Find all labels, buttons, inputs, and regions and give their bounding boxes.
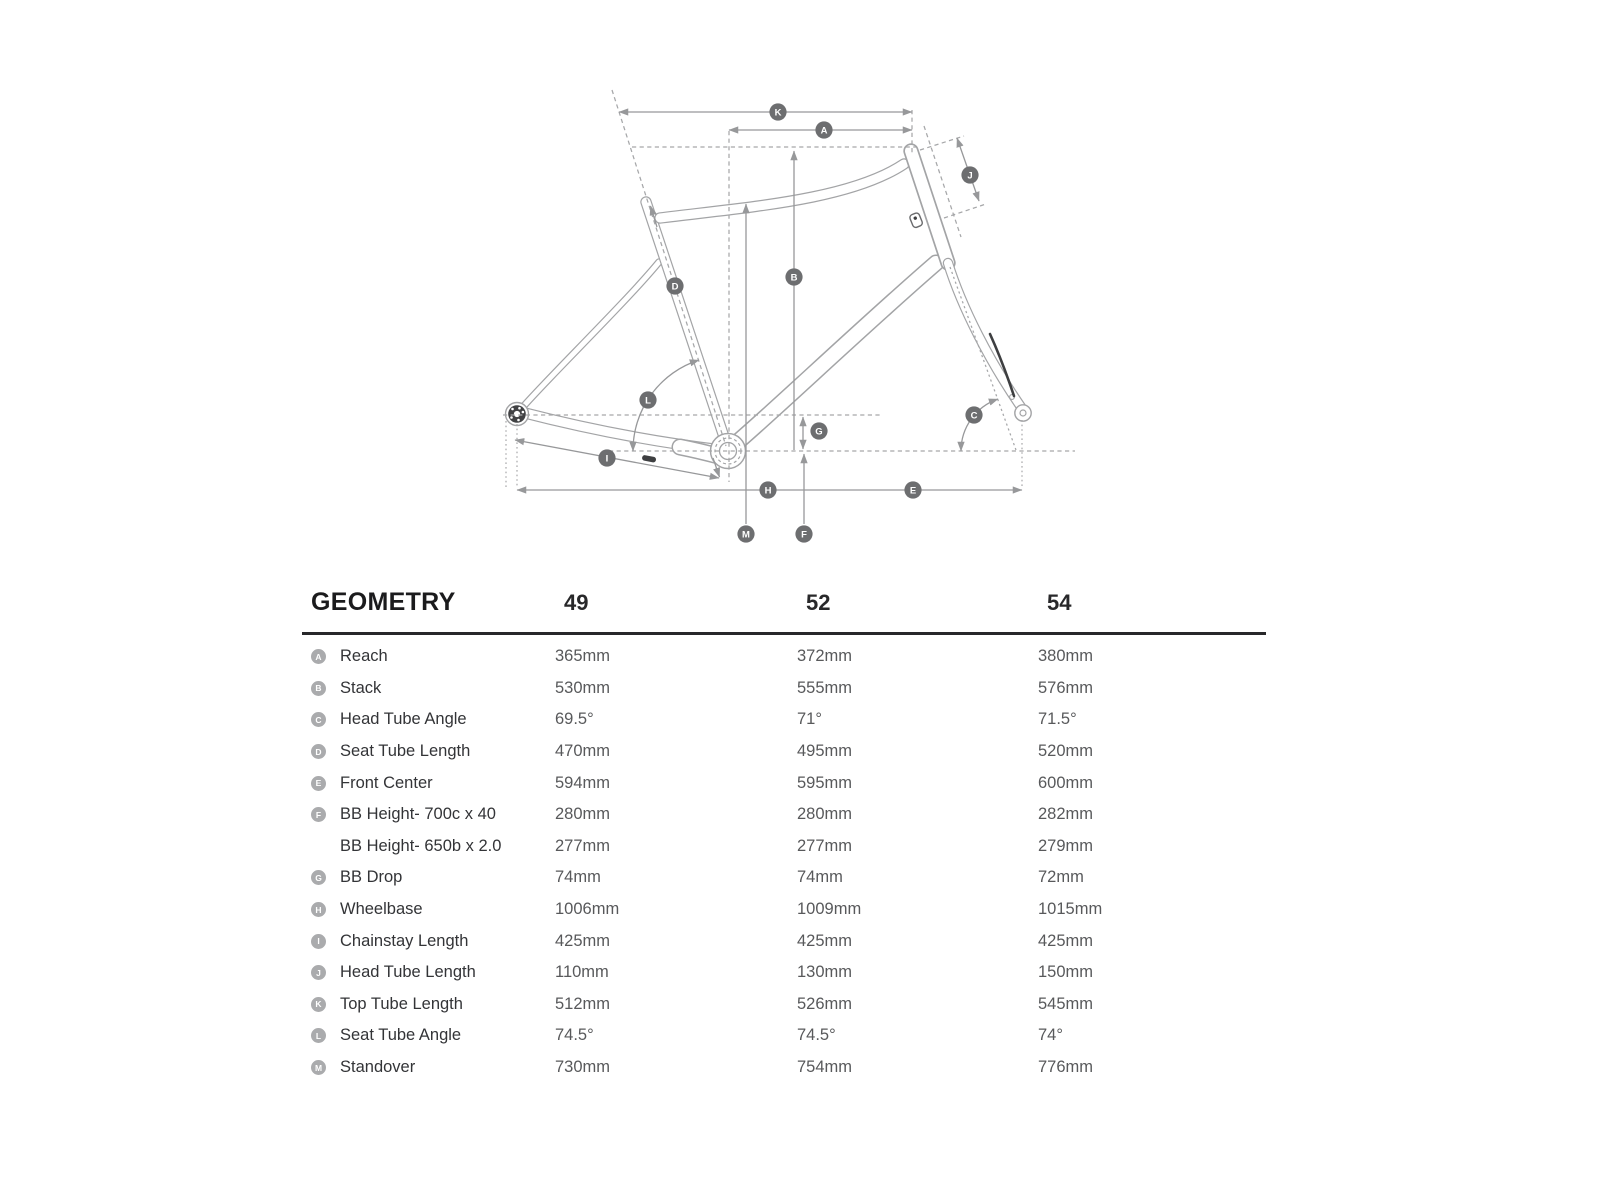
row-letter-badge: D — [311, 744, 326, 759]
dim-badge-H — [759, 481, 776, 498]
table-row-front-center — [302, 767, 1266, 799]
table-row-wheelbase — [302, 894, 1266, 926]
row-value-52: 277mm — [797, 836, 853, 855]
row-letter-badge: E — [311, 776, 326, 791]
svg-text:G: G — [815, 426, 823, 438]
svg-text:K: K — [774, 107, 782, 119]
table-row-chainstay-length — [302, 925, 1266, 957]
row-value-54: 71.5° — [1038, 710, 1077, 729]
row-letter-badge: C — [311, 712, 326, 727]
row-letter-badge: F — [311, 807, 326, 822]
svg-text:J: J — [967, 170, 973, 182]
page-title: GEOMETRY — [311, 588, 456, 616]
row-letter-badge: G — [311, 870, 326, 885]
row-label: Seat Tube Angle — [340, 1026, 462, 1045]
dim-badge-D — [666, 277, 683, 294]
row-label: Standover — [340, 1058, 416, 1077]
row-value-52: 74.5° — [797, 1026, 836, 1045]
table-row-reach — [302, 641, 1266, 673]
row-label: Top Tube Length — [340, 994, 463, 1013]
svg-text:I: I — [605, 453, 609, 465]
row-letter-badge: J — [311, 965, 326, 980]
row-value-52: 595mm — [797, 773, 853, 792]
row-value-52: 555mm — [797, 678, 853, 697]
row-label: BB Height- 700c x 40 — [340, 805, 496, 824]
geometry-table — [302, 588, 1266, 1083]
table-row-head-tube-angle — [302, 704, 1266, 736]
dim-badge-B — [785, 268, 802, 285]
downtube-port-icon — [909, 212, 923, 228]
row-value-52: 754mm — [797, 1058, 853, 1077]
row-value-54: 282mm — [1038, 805, 1094, 824]
row-value-52: 495mm — [797, 742, 853, 761]
table-row-bb-height-650b — [302, 831, 1266, 863]
row-label: Reach — [340, 647, 388, 666]
row-label: Chainstay Length — [340, 931, 469, 950]
row-value-52: 71° — [797, 710, 822, 729]
row-value-54: 776mm — [1038, 1058, 1094, 1077]
bike-geometry-diagram — [0, 0, 1600, 560]
row-value-49: 1006mm — [555, 900, 620, 919]
row-value-49: 470mm — [555, 742, 611, 761]
dim-badge-C — [965, 406, 982, 423]
table-row-stack — [302, 673, 1266, 705]
dim-badge-G — [810, 422, 827, 439]
row-label: Stack — [340, 678, 382, 697]
row-value-49: 69.5° — [555, 710, 594, 729]
row-letter-badge: I — [311, 934, 326, 949]
row-label: Seat Tube Length — [340, 742, 471, 761]
row-value-52: 1009mm — [797, 900, 862, 919]
row-value-52: 372mm — [797, 647, 853, 666]
row-value-54: 600mm — [1038, 773, 1094, 792]
table-row-head-tube-length — [302, 957, 1266, 989]
table-header — [302, 588, 1266, 632]
row-value-54: 74° — [1038, 1026, 1063, 1045]
row-letter-badge: L — [311, 1028, 326, 1043]
row-value-49: 594mm — [555, 773, 611, 792]
row-label: Head Tube Length — [340, 963, 476, 982]
dim-badge-E — [904, 481, 921, 498]
dim-badge-I — [598, 449, 615, 466]
row-value-54: 279mm — [1038, 836, 1094, 855]
svg-text:L: L — [645, 395, 651, 407]
svg-text:M: M — [742, 529, 750, 541]
chainstay-guard — [642, 455, 657, 463]
svg-text:B: B — [790, 272, 798, 284]
table-row-bb-drop — [302, 862, 1266, 894]
row-label: BB Drop — [340, 868, 403, 887]
row-value-52: 280mm — [797, 805, 853, 824]
row-value-52: 526mm — [797, 994, 853, 1013]
front-dropout — [1015, 405, 1031, 421]
row-label: Front Center — [340, 773, 433, 792]
row-value-49: 74mm — [555, 868, 601, 887]
svg-text:E: E — [909, 485, 917, 497]
header-rule — [302, 632, 1266, 635]
row-letter-badge: H — [311, 902, 326, 917]
svg-text:A: A — [820, 125, 828, 137]
row-letter-badge: A — [311, 649, 326, 664]
row-value-49: 512mm — [555, 994, 611, 1013]
column-header-52: 52 — [806, 590, 831, 615]
dim-badge-A — [815, 121, 832, 138]
table-row-top-tube-length — [302, 989, 1266, 1021]
table-row-seat-tube-angle — [302, 1020, 1266, 1052]
dim-badge-J — [961, 166, 978, 183]
row-letter-badge: B — [311, 681, 326, 696]
row-value-52: 425mm — [797, 931, 853, 950]
dim-badge-M — [737, 525, 754, 542]
dim-badge-L — [639, 391, 656, 408]
row-value-49: 425mm — [555, 931, 611, 950]
row-label: Wheelbase — [340, 900, 423, 919]
row-value-49: 530mm — [555, 678, 611, 697]
row-value-54: 1015mm — [1038, 900, 1103, 919]
row-value-54: 520mm — [1038, 742, 1094, 761]
table-row-standover — [302, 1052, 1266, 1084]
row-value-54: 576mm — [1038, 678, 1094, 697]
row-value-49: 730mm — [555, 1058, 611, 1077]
row-value-49: 110mm — [555, 963, 609, 982]
row-value-52: 74mm — [797, 868, 843, 887]
row-value-49: 277mm — [555, 836, 611, 855]
row-value-49: 365mm — [555, 647, 611, 666]
dimension-lines — [515, 112, 1022, 524]
row-value-54: 425mm — [1038, 931, 1094, 950]
table-row-bb-height-700c — [302, 799, 1266, 831]
column-header-54: 54 — [1047, 590, 1072, 615]
svg-text:D: D — [671, 281, 679, 293]
table-row-seat-tube-length — [302, 736, 1266, 768]
svg-text:C: C — [970, 410, 978, 422]
dim-badge-K — [769, 103, 786, 120]
dim-C-head-angle-arc — [961, 399, 998, 451]
row-label: Head Tube Angle — [340, 710, 467, 729]
row-value-54: 72mm — [1038, 868, 1084, 887]
frame-art — [521, 151, 1021, 458]
row-label: BB Height- 650b x 2.0 — [340, 836, 502, 855]
row-letter-badge: K — [311, 997, 326, 1012]
svg-text:H: H — [764, 485, 772, 497]
row-value-54: 380mm — [1038, 647, 1094, 666]
row-letter-badge: M — [311, 1060, 326, 1075]
column-header-49: 49 — [564, 590, 589, 615]
svg-text:F: F — [801, 529, 807, 541]
row-value-52: 130mm — [797, 963, 853, 982]
row-value-49: 280mm — [555, 805, 611, 824]
table-body — [302, 641, 1266, 1083]
row-value-49: 74.5° — [555, 1026, 594, 1045]
row-value-54: 545mm — [1038, 994, 1094, 1013]
row-value-54: 150mm — [1038, 963, 1094, 982]
dim-badge-F — [795, 525, 812, 542]
